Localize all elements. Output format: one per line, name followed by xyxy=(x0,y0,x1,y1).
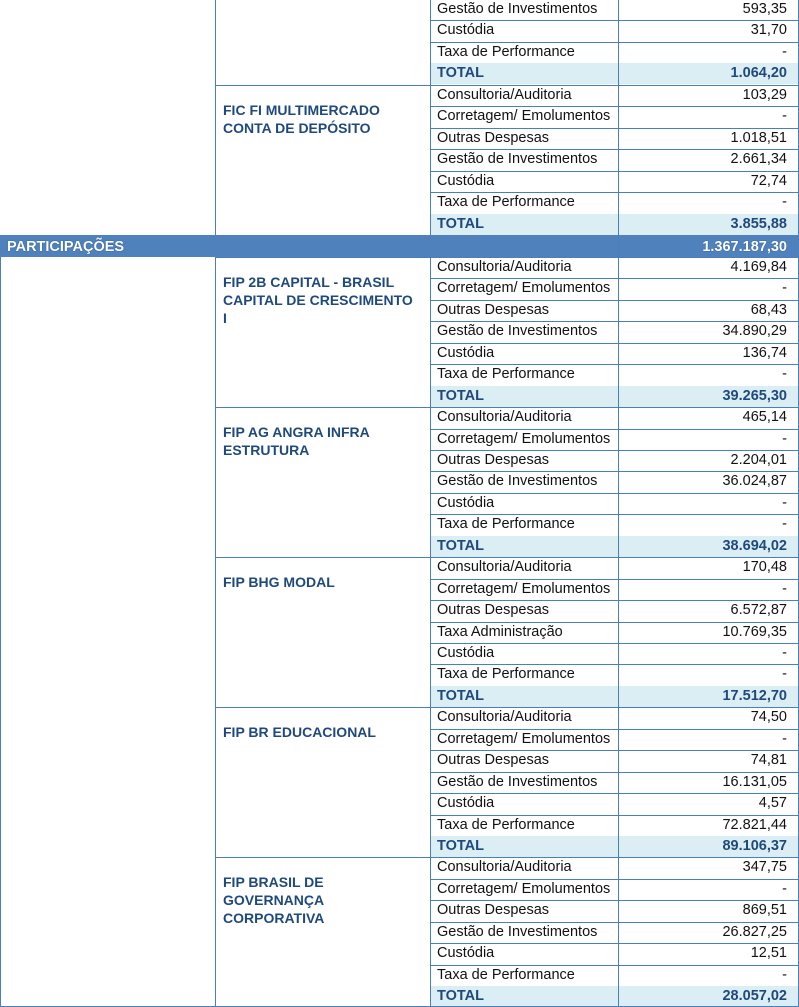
grid-line xyxy=(430,965,799,966)
grid-line xyxy=(430,707,799,708)
expense-value: - xyxy=(782,666,787,682)
expense-value: - xyxy=(782,967,787,983)
grid-line xyxy=(430,42,799,43)
grid-line xyxy=(430,493,799,494)
fund-name: FIP BHG MODAL xyxy=(223,574,335,590)
expense-label: Outras Despesas xyxy=(437,302,550,318)
fund-name: FIP BR EDUCACIONAL xyxy=(223,724,376,740)
expense-label: Custódia xyxy=(437,495,495,511)
expense-value: 10.769,35 xyxy=(722,624,787,640)
expense-label: Corretagem/ Emolumentos xyxy=(437,731,611,747)
expense-label: Custódia xyxy=(437,795,495,811)
expense-label: Gestão de Investimentos xyxy=(437,323,598,339)
total-value: 89.106,37 xyxy=(722,838,787,854)
expense-label: Consultoria/Auditoria xyxy=(437,87,572,103)
grid-line xyxy=(430,729,799,730)
grid-line xyxy=(430,471,799,472)
expense-label: Outras Despesas xyxy=(437,752,550,768)
grid-line xyxy=(430,429,799,430)
expense-value: 72.821,44 xyxy=(722,817,787,833)
expense-label: Consultoria/Auditoria xyxy=(437,709,572,725)
total-label: TOTAL xyxy=(437,838,484,854)
expense-value: - xyxy=(782,366,787,382)
grid-line xyxy=(430,857,799,858)
grid-line xyxy=(618,0,619,235)
expense-value: 6.572,87 xyxy=(730,602,787,618)
expense-value: 2.204,01 xyxy=(730,452,787,468)
grid-line xyxy=(430,343,799,344)
expense-value: - xyxy=(782,194,787,210)
expense-label: Corretagem/ Emolumentos xyxy=(437,431,611,447)
expense-label: Corretagem/ Emolumentos xyxy=(437,581,611,597)
fund-name: FIP 2B CAPITAL - BRASIL CAPITAL DE CRESCIMENTO I xyxy=(223,274,413,326)
expense-label: Gestão de Investimentos xyxy=(437,924,598,940)
fund-name: FIC FI MULTIMERCADO CONTA DE DEPÓSITO xyxy=(223,102,380,136)
expense-value: 593,35 xyxy=(742,1,787,17)
expense-label: Corretagem/ Emolumentos xyxy=(437,881,611,897)
expense-label: Consultoria/Auditoria xyxy=(437,559,572,575)
grid-line xyxy=(430,579,799,580)
grid-line xyxy=(430,900,799,901)
total-label: TOTAL xyxy=(437,688,484,704)
total-value: 38.694,02 xyxy=(722,538,787,554)
expense-value: 136,74 xyxy=(742,345,787,361)
grid-line xyxy=(618,235,619,257)
expense-label: Outras Despesas xyxy=(437,902,550,918)
grid-line xyxy=(430,622,799,623)
expense-label: Taxa de Performance xyxy=(437,817,575,833)
expense-label: Custódia xyxy=(437,22,495,38)
grid-line xyxy=(430,171,799,172)
expense-value: 103,29 xyxy=(742,87,787,103)
expense-label: Taxa de Performance xyxy=(437,666,575,682)
expense-value: 12,51 xyxy=(750,945,787,961)
expense-label: Corretagem/ Emolumentos xyxy=(437,108,611,124)
expense-value: 31,70 xyxy=(750,22,787,38)
expense-value: 26.827,25 xyxy=(722,924,787,940)
grid-line xyxy=(430,943,799,944)
expense-label: Custódia xyxy=(437,945,495,961)
total-value: 3.855,88 xyxy=(730,216,787,232)
expense-value: - xyxy=(782,731,787,747)
total-label: TOTAL xyxy=(437,388,484,404)
expense-value: 170,48 xyxy=(742,559,787,575)
grid-line xyxy=(430,300,799,301)
expense-value: 68,43 xyxy=(750,302,787,318)
expense-label: Gestão de Investimentos xyxy=(437,473,598,489)
expense-label: Taxa de Performance xyxy=(437,366,575,382)
grid-line xyxy=(430,664,799,665)
expense-label: Custódia xyxy=(437,645,495,661)
expense-value: - xyxy=(782,881,787,897)
expense-value: 74,50 xyxy=(750,709,787,725)
grid-line xyxy=(430,192,799,193)
expense-value: - xyxy=(782,645,787,661)
expense-label: Consultoria/Auditoria xyxy=(437,409,572,425)
grid-line xyxy=(430,922,799,923)
grid-line xyxy=(430,278,799,279)
expense-value: 4.169,84 xyxy=(730,259,787,275)
expense-value: - xyxy=(782,280,787,296)
expense-value: - xyxy=(782,108,787,124)
expense-value: 16.131,05 xyxy=(722,774,787,790)
grid-line xyxy=(430,257,799,258)
grid-line xyxy=(430,772,799,773)
grid-line xyxy=(430,20,799,21)
expense-label: Outras Despesas xyxy=(437,602,550,618)
section-title: PARTICIPAÇÕES xyxy=(7,239,125,255)
expense-label: Taxa de Performance xyxy=(437,967,575,983)
grid-line xyxy=(215,0,216,235)
expense-value: - xyxy=(782,431,787,447)
expense-label: Custódia xyxy=(437,173,495,189)
expense-label: Consultoria/Auditoria xyxy=(437,859,572,875)
fund-name: FIP AG ANGRA INFRA ESTRUTURA xyxy=(223,424,370,458)
expense-value: - xyxy=(782,581,787,597)
expense-label: Gestão de Investimentos xyxy=(437,774,598,790)
total-value: 17.512,70 xyxy=(722,688,787,704)
expense-label: Taxa Administração xyxy=(437,624,563,640)
total-label: TOTAL xyxy=(437,538,484,554)
expense-value: 869,51 xyxy=(742,902,787,918)
expense-value: 2.661,34 xyxy=(730,151,787,167)
total-label: TOTAL xyxy=(437,216,484,232)
expense-label: Custódia xyxy=(437,345,495,361)
grid-line xyxy=(430,85,799,86)
grid-line xyxy=(430,643,799,644)
expense-label: Taxa de Performance xyxy=(437,44,575,60)
expense-value: 465,14 xyxy=(742,409,787,425)
grid-line xyxy=(430,257,431,1007)
grid-line xyxy=(430,750,799,751)
grid-line xyxy=(430,557,799,558)
expense-label: Consultoria/Auditoria xyxy=(437,259,572,275)
grid-line xyxy=(215,257,216,1007)
expense-value: 1.018,51 xyxy=(730,130,787,146)
grid-line xyxy=(430,879,799,880)
expense-label: Outras Despesas xyxy=(437,452,550,468)
grid-line xyxy=(430,793,799,794)
expense-value: - xyxy=(782,495,787,511)
total-label: TOTAL xyxy=(437,65,484,81)
expense-value: 72,74 xyxy=(750,173,787,189)
grid-line xyxy=(430,0,431,235)
grid-line xyxy=(430,450,799,451)
expense-label: Taxa de Performance xyxy=(437,194,575,210)
total-value: 1.064,20 xyxy=(730,65,787,81)
expense-value: 34.890,29 xyxy=(722,323,787,339)
grid-line xyxy=(430,364,799,365)
expense-label: Corretagem/ Emolumentos xyxy=(437,280,611,296)
grid-line xyxy=(0,257,1,1007)
expense-value: 74,81 xyxy=(750,752,787,768)
grid-line xyxy=(430,407,799,408)
grid-line xyxy=(430,321,799,322)
expense-value: - xyxy=(782,516,787,532)
total-value: 39.265,30 xyxy=(722,388,787,404)
expense-label: Outras Despesas xyxy=(437,130,550,146)
grid-line xyxy=(430,600,799,601)
total-value: 28.057,02 xyxy=(722,988,787,1004)
expense-value: 4,57 xyxy=(758,795,787,811)
grid-line xyxy=(430,128,799,129)
section-total: 1.367.187,30 xyxy=(702,239,787,255)
expense-value: 347,75 xyxy=(742,859,787,875)
grid-line xyxy=(618,257,619,1007)
grid-line xyxy=(430,149,799,150)
grid-line xyxy=(430,815,799,816)
expense-label: Gestão de Investimentos xyxy=(437,1,598,17)
grid-line xyxy=(430,106,799,107)
fund-name: FIP BRASIL DE GOVERNANÇA CORPORATIVA xyxy=(223,874,325,926)
expense-value: - xyxy=(782,44,787,60)
expense-label: Gestão de Investimentos xyxy=(437,151,598,167)
expense-value: 36.024,87 xyxy=(722,473,787,489)
grid-line xyxy=(430,514,799,515)
total-label: TOTAL xyxy=(437,988,484,1004)
expense-label: Taxa de Performance xyxy=(437,516,575,532)
